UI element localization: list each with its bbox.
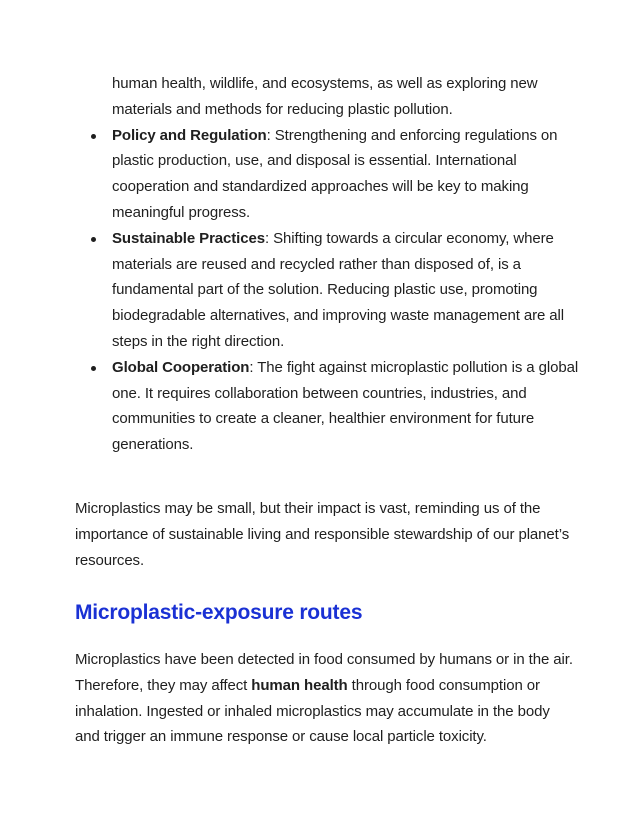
bullet-dot-icon bbox=[91, 366, 96, 371]
paragraph-text-after: through food consumption or inhalation. Ingested or inhaled microplastics may accumulate in the body and trigger an immune response or cause local particle toxicity. bbox=[75, 676, 550, 746]
paragraph-text-before: Microplastics have been detected in food consumed by humans or in the air. Therefore, they may affect bbox=[75, 651, 573, 694]
list-item bbox=[112, 226, 582, 355]
bullet-dot-icon bbox=[91, 237, 96, 242]
bullet-text: : The fight against microplastic pollution is a global one. It requires collaboration between countries, industries, and communities to create a cleaner, healthier environment for future generations. bbox=[112, 358, 579, 454]
bullet-term: Policy and Regulation bbox=[112, 126, 267, 144]
closing-paragraph: Microplastics may be small, but their impact is vast, reminding us of the importance of sustainable living and responsible stewardship of our planet’s resources. bbox=[75, 500, 570, 569]
section-paragraph bbox=[75, 647, 575, 750]
list-item bbox=[112, 355, 582, 458]
continuation-paragraph bbox=[112, 71, 582, 123]
bullet-text: : Shifting towards a circular economy, where materials are reused and recycled rather than disposed of, is a fundamental part of the solution. Reducing plastic use, promoting biodegradable alternatives, and improving waste management are all steps in the right direction. bbox=[112, 229, 565, 350]
bullet-term: Global Cooperation bbox=[112, 358, 250, 376]
bullet-text: : Strengthening and enforcing regulations on plastic production, use, and disposal is essential. International cooperation and standardized approaches will be key to making meaningful progress. bbox=[112, 126, 558, 221]
bullet-dot-icon bbox=[91, 134, 96, 139]
bullet-list bbox=[112, 123, 582, 458]
paragraph-bold-term: human health bbox=[251, 676, 348, 694]
bullet-term: Sustainable Practices bbox=[112, 229, 265, 247]
list-item bbox=[112, 123, 582, 226]
continuation-line-2: materials and methods for reducing plastic pollution. bbox=[112, 100, 453, 118]
continuation-line-1: human health, wildlife, and ecosystems, as well as exploring new bbox=[112, 75, 538, 92]
section-heading: Microplastic-exposure routes bbox=[75, 601, 363, 624]
